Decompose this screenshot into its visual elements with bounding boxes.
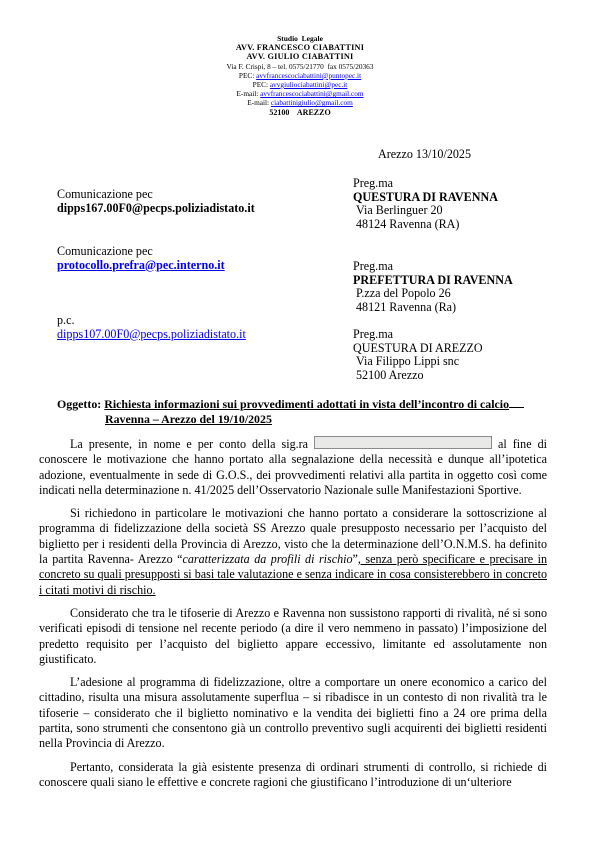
lawyer-name-giulio: AVV. GIULIO CIABATTINI bbox=[246, 52, 354, 62]
pec-link-giulio[interactable]: avvgiuliociabattini@pec.it bbox=[269, 80, 348, 90]
pec-link-francesco[interactable]: avvfrancescociabattini@puntopec.it bbox=[256, 70, 362, 80]
lawyer-name-francesco: AVV. FRANCESCO CIABATTINI bbox=[235, 43, 365, 53]
paragraph-2 bbox=[39, 506, 547, 598]
paragraph-1-lead: La presente, in nome e per conto della sig.ra bbox=[70, 437, 309, 451]
subject-line-1 bbox=[57, 396, 524, 412]
paragraph-5: Pertanto, considerata la già esistente presenza di ordinari strumenti di controllo, si richiede di conoscere quali siano le effettive e concrete ragioni che giustificano l’introduzione di un‘ulteriore bbox=[39, 759, 547, 789]
email-line-1 bbox=[0, 89, 600, 98]
recipient-street: P.zza del Popolo 26 bbox=[356, 286, 451, 300]
recipient-name: QUESTURA DI RAVENNA bbox=[353, 189, 498, 204]
pec-address-prefettura-link[interactable]: protocollo.prefra@pec.interno.it bbox=[57, 257, 225, 272]
recipient-salutation: Preg.ma bbox=[353, 176, 393, 190]
pec-send-block-1 bbox=[57, 188, 255, 215]
pc-label: p.c. bbox=[57, 313, 75, 327]
subject-text-2: Ravenna – Arezzo del 19/10/2025 bbox=[105, 412, 272, 427]
recipient-city: 52100 Arezzo bbox=[356, 367, 424, 382]
date-line: Arezzo 13/10/2025 bbox=[378, 147, 472, 161]
paragraph-2-close-quote: ” bbox=[352, 552, 358, 567]
pec-line-1 bbox=[0, 71, 600, 80]
paragraph-1 bbox=[39, 436, 547, 498]
pec-address-questura-ravenna: dipps167.00F0@pecps.poliziadistato.it bbox=[57, 200, 255, 215]
firm-address-line: Via F. Crispi, 8 – tel. 0575/21770 fax 0575/20363 bbox=[226, 61, 374, 71]
pec-send-label: Comunicazione pec bbox=[57, 244, 153, 258]
firm-city-line: 52100 AREZZO bbox=[269, 107, 331, 117]
email-link-giulio[interactable]: ciabattinigiulio@gmail.com bbox=[270, 98, 353, 108]
recipient-questura-ravenna bbox=[353, 177, 498, 231]
recipient-street: Via Filippo Lippi snc bbox=[356, 354, 460, 368]
subject-line-2 bbox=[57, 412, 524, 427]
paragraph-3: Considerato che tra le tifoserie di Arezzo e Ravenna non sussistono rapporti di rivalità, né si sono verificati episodi di tensione nel recente periodo (a dire il vero nemmeno in passato) l’imposizione del predetto requisito per l’acquisto del biglietto appare eccessivo, limitante ed assolutamente non giustificato. bbox=[39, 605, 547, 666]
recipient-salutation: Preg.ma bbox=[353, 259, 393, 273]
paragraph-2-underlined: , senza però specificare e precisare in concreto su quali presupposti si basi tale valutazione e senza indicare in cosa consisterebbero in concreto i citati motivi di rischio. bbox=[39, 552, 547, 597]
email-link-francesco[interactable]: avvfrancescociabattini@gmail.com bbox=[260, 89, 364, 99]
paragraph-1-tail: al fine di conoscere le motivazione che hanno portato alla segnalazione della necessità e dunque all’ipotetica adozione, eventualmente in sede di G.O.S., dei provvedimenti relativi alla partita in oggetto così come indicati nella determinazione n. 41/2025 dell’Osservatorio Nazionale sulle Manifestazioni Sportive. bbox=[39, 437, 547, 497]
letter-body bbox=[39, 436, 547, 798]
recipient-street: Via Berlinguer 20 bbox=[356, 203, 443, 217]
pec-send-block-2 bbox=[57, 245, 225, 272]
recipient-name: PREFETTURA DI RAVENNA bbox=[353, 272, 513, 287]
email-label-2: E-mail: bbox=[247, 98, 271, 108]
recipient-salutation: Preg.ma bbox=[353, 327, 393, 341]
redacted-name-box bbox=[314, 436, 492, 449]
paragraph-4: L’adesione al programma di fidelizzazione, oltre a comportare un onere economico a carico del cittadino, risulta una misura assolutamente superflua – si ribadisce in un contesto di non rivalità tra le tifoserie – considerato che il biglietto nominativo e la vendita dei biglietti fino a 24 ore prima della partita, sono strumenti che consentono già un controllo preventivo sugli acquirenti dei biglietti residenti nella Provincia di Arezzo. bbox=[39, 675, 547, 751]
subject-underline-trail bbox=[509, 396, 524, 408]
pec-label-2: PEC: bbox=[252, 80, 270, 90]
pec-label-1: PEC: bbox=[238, 70, 257, 80]
recipient-prefettura-ravenna bbox=[353, 260, 513, 314]
paragraph-2-lead: Si richiedono in particolare le motivazioni che hanno portato a considerare la sottoscrizione al programma di fidelizzazione della società SS Arezzo quale presupposto necessario per l’acquisto del biglietto per i residenti della Provincia di Arezzo, visto che la determinazione dell’O.N.M.S. ha definito la partita Ravenna- Arezzo “ bbox=[39, 506, 547, 567]
recipient-city: 48121 Ravenna (Ra) bbox=[356, 299, 457, 314]
pec-address-pc-link[interactable]: dipps107.00F0@pecps.poliziadistato.it bbox=[57, 326, 246, 341]
pec-line-2 bbox=[0, 80, 600, 89]
recipient-name: QUESTURA DI AREZZO bbox=[353, 340, 483, 355]
recipient-questura-arezzo bbox=[353, 328, 483, 382]
letterhead bbox=[0, 34, 600, 117]
email-label-1: E-mail: bbox=[236, 89, 261, 99]
paragraph-2-italic-quote: caratterizzata da profili di rischio bbox=[182, 552, 353, 567]
recipient-city: 48124 Ravenna (RA) bbox=[356, 216, 460, 231]
subject-block bbox=[57, 396, 524, 428]
pec-send-block-3 bbox=[57, 314, 246, 341]
subject-text-1: Richiesta informazioni sui provvedimenti adottati in vista dell’incontro di calcio bbox=[104, 397, 510, 411]
subject-label: Oggetto: bbox=[57, 397, 102, 411]
firm-title: Studio Legale bbox=[277, 34, 323, 43]
email-line-2 bbox=[0, 98, 600, 107]
pec-send-label: Comunicazione pec bbox=[57, 187, 153, 201]
